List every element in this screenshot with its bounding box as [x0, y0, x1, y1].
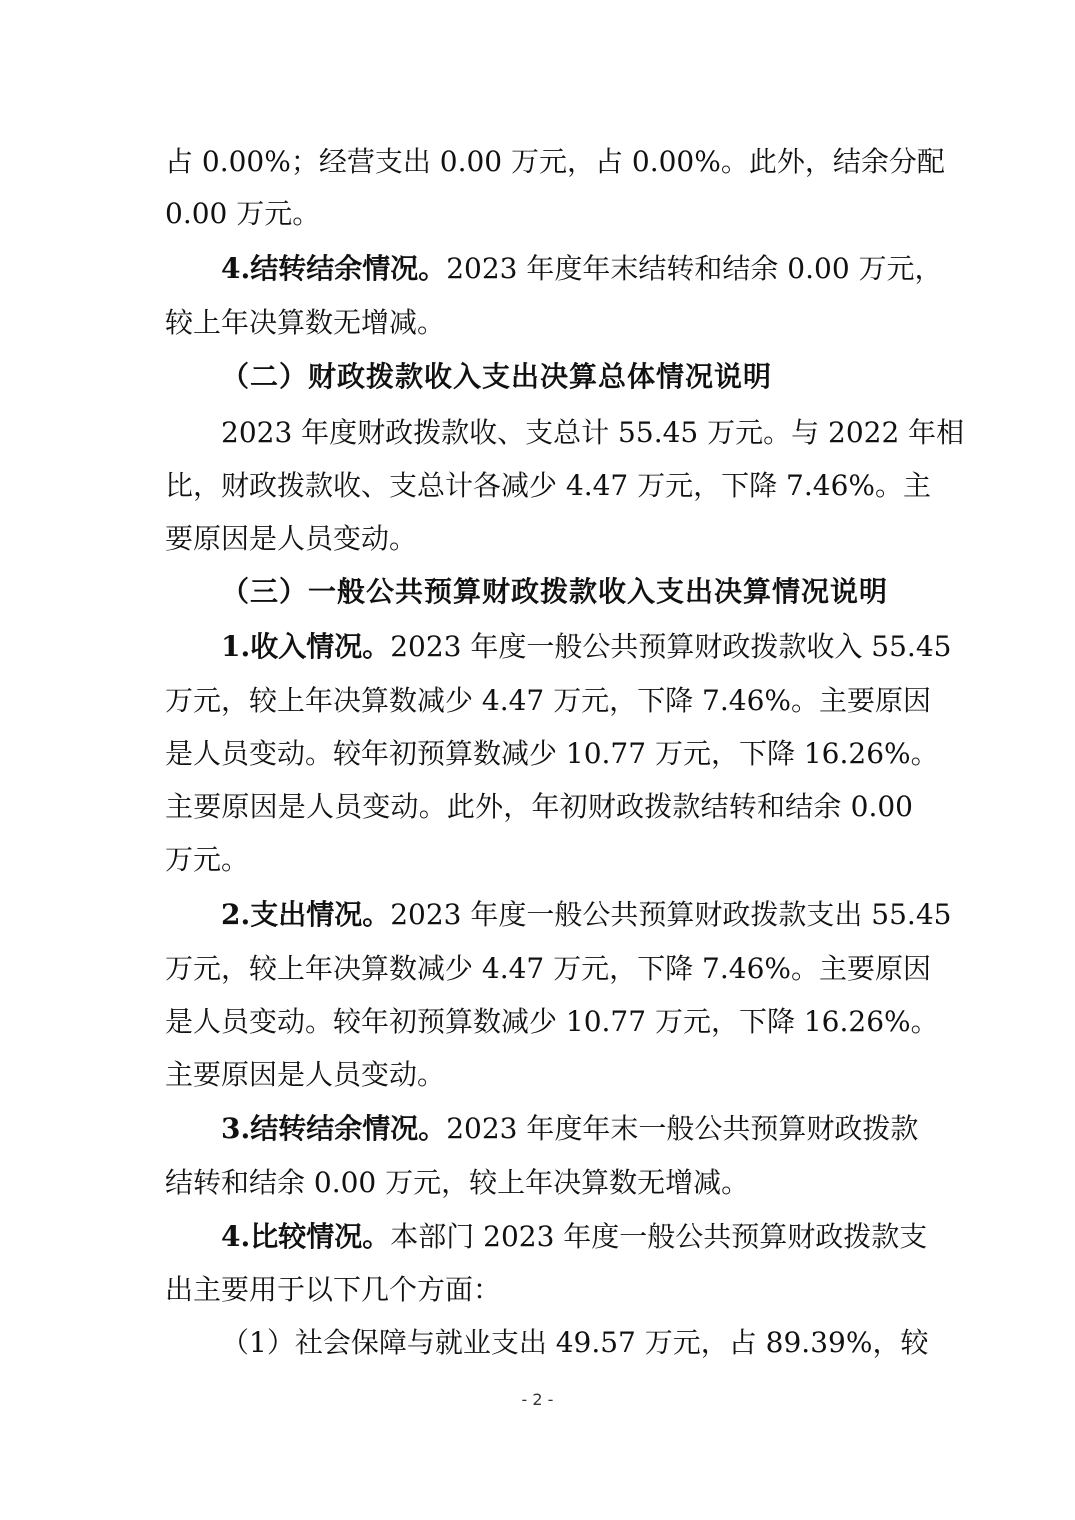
section-lead: 2.支出情况。	[221, 898, 391, 931]
section-lead: 4.结转结余情况。	[221, 252, 447, 285]
paragraph-line: 比，财政拨款收、支总计各减少 4.47 万元，下降 7.46%。主	[165, 469, 931, 502]
section-text: 2023 年度一般公共预算财政拨款收入 55.45	[390, 630, 952, 663]
paragraph-line: 是人员变动。较年初预算数减少 10.77 万元，下降 16.26%。	[165, 737, 939, 770]
paragraph-line: 万元，较上年决算数减少 4.47 万元，下降 7.46%。主要原因	[165, 952, 931, 985]
section-text: 本部门 2023 年度一般公共预算财政拨款支	[390, 1220, 928, 1253]
paragraph-line: 要原因是人员变动。	[165, 522, 418, 555]
paragraph-line: 较上年决算数无增减。	[165, 306, 446, 339]
section-lead: 4.比较情况。	[221, 1220, 391, 1253]
paragraph-line	[221, 627, 952, 667]
section-lead: 1.收入情况。	[221, 630, 391, 663]
paragraph-line: 占 0.00%；经营支出 0.00 万元，占 0.00%。此外，结余分配	[165, 145, 945, 178]
paragraph-line: 0.00 万元。	[165, 197, 321, 230]
paragraph-line: 万元，较上年决算数减少 4.47 万元，下降 7.46%。主要原因	[165, 684, 931, 717]
section-lead: 3.结转结余情况。	[221, 1112, 447, 1145]
paragraph-line: 出主要用于以下几个方面：	[165, 1273, 502, 1306]
section-heading: （二）财政拨款收入支出决算总体情况说明	[221, 360, 773, 393]
section-heading: （三）一般公共预算财政拨款收入支出决算情况说明	[221, 575, 889, 608]
paragraph-line: 结转和结余 0.00 万元，较上年决算数无增减。	[165, 1166, 750, 1199]
paragraph-line: 2023 年度财政拨款收、支总计 55.45 万元。与 2022 年相	[221, 416, 965, 449]
section-text: 2023 年度年末结转和结余 0.00 万元，	[446, 252, 943, 285]
paragraph-line: （1）社会保障与就业支出 49.57 万元，占 89.39%，较	[221, 1326, 929, 1359]
paragraph-line	[221, 1109, 919, 1149]
paragraph-line: 万元。	[165, 843, 250, 876]
section-text: 2023 年度年末一般公共预算财政拨款	[446, 1112, 919, 1145]
paragraph-line: 是人员变动。较年初预算数减少 10.77 万元，下降 16.26%。	[165, 1005, 939, 1038]
paragraph-line	[221, 895, 952, 935]
paragraph-line	[221, 1217, 928, 1257]
page-number: - 2 -	[521, 1390, 554, 1409]
paragraph-line: 主要原因是人员变动。此外，年初财政拨款结转和结余 0.00	[165, 790, 913, 823]
paragraph-line	[221, 249, 943, 289]
paragraph-line: 主要原因是人员变动。	[165, 1058, 446, 1091]
section-text: 2023 年度一般公共预算财政拨款支出 55.45	[390, 898, 952, 931]
